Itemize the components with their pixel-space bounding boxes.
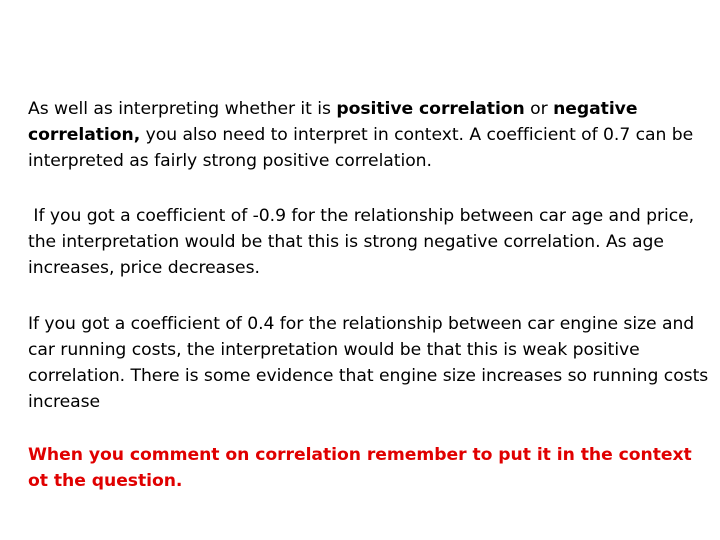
paragraph-context-intro [28, 96, 712, 174]
positive-correlation-term: positive correlation [336, 99, 525, 119]
intro-text-1: As well as interpreting whether it is [28, 99, 337, 119]
intro-text-2: or [524, 99, 554, 119]
paragraph-reminder: When you comment on correlation remember to put it in the context ot the question. [28, 445, 692, 491]
intro-text-3: you also need to interpret in context. A coefficient of 0.7 can be interpreted as fairly strong positive correlation. [28, 125, 694, 171]
paragraph-car-age-example: If you got a coefficient of -0.9 for the relationship between car age and price, the interpretation would be that this is strong negative correlation. As age increases, price decreases. [28, 206, 700, 278]
negative-correlation-term: negative correlation, [28, 99, 638, 145]
paragraph-engine-size-example: If you got a coefficient of 0.4 for the relationship between car engine size and car running costs, the interpretation would be that this is weak positive correlation. There is some evidence that engine size increases so running costs increase [28, 314, 709, 412]
